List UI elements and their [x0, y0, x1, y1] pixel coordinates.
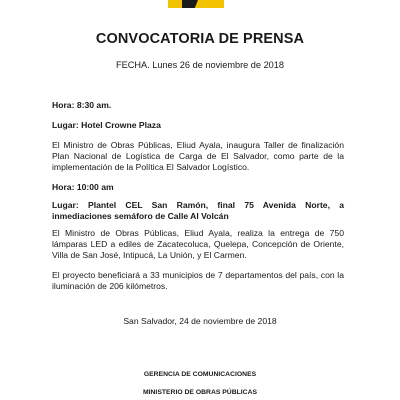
signature-ministry: MINISTERIO DE OBRAS PÚBLICAS: [142, 389, 258, 396]
closing-date: San Salvador, 24 de noviembre de 2018: [123, 316, 277, 326]
event-1-location: Lugar: Hotel Crowne Plaza: [52, 120, 161, 130]
event-2-location: Lugar: Plantel CEL San Ramón, final 75 Avenida Norte, a inmediaciones semáforo de Calle Al Volcán: [52, 200, 344, 222]
page-title: CONVOCATORIA DE PRENSA: [95, 31, 305, 47]
ministry-logo: [168, 0, 224, 8]
event-1-description: El Ministro de Obras Públicas, Eliud Ayala, inaugura Taller de finalización Plan Nacional de Logística de Carga de El Salvador, como parte de la implementación de la Política El Salvador Logístico.: [52, 140, 344, 173]
event-2-description: El Ministro de Obras Públicas, Eliud Ayala, realiza la entrega de 750 lámparas LED a ediles de Zacatecoluca, Quelepa, Concepción de Oriente, Villa de San José, Intipucá, La Unión, y El Carmen.: [52, 228, 344, 261]
event-2-project-note: El proyecto beneficiará a 33 municipios de 7 departamentos del país, con la iluminación de 206 kilómetros.: [52, 270, 344, 292]
date-line: FECHA. Lunes 26 de noviembre de 2018: [115, 60, 285, 70]
event-1-time: Hora: 8:30 am.: [52, 100, 112, 110]
logo-mark: [182, 0, 198, 8]
signature-department: GERENCIA DE COMUNICACIONES: [143, 371, 257, 378]
event-2-time: Hora: 10:00 am: [52, 182, 114, 192]
